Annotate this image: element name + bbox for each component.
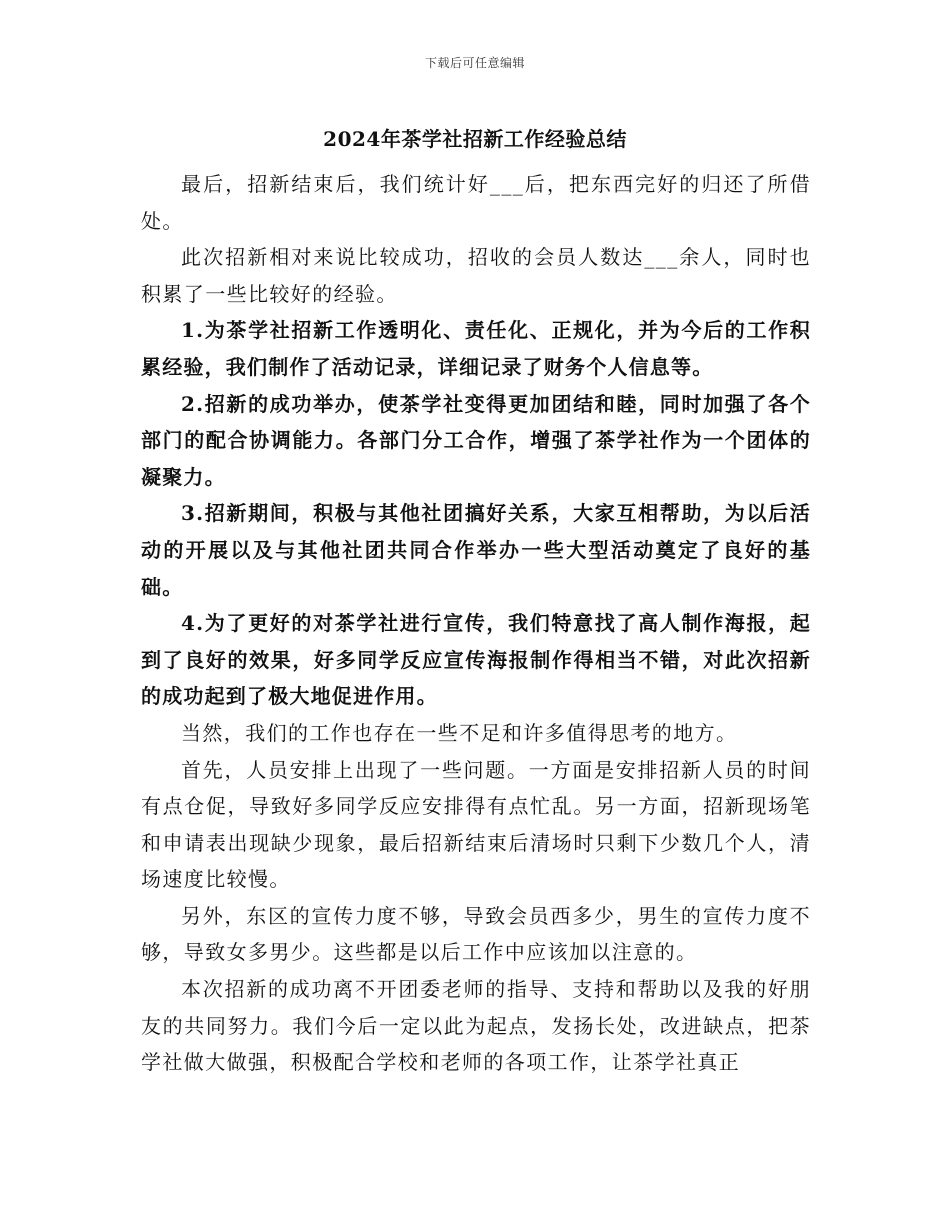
numbered-paragraph: 2.招新的成功举办，使茶学社变得更加团结和睦，同时加强了各个部门的配合协调能力。各部门分工合作，增强了茶学社作为一个团体的凝聚力。 bbox=[141, 391, 811, 489]
paragraph: 此次招新相对来说比较成功，招收的会员人数达___余人，同时也积累了一些比较好的经验。 bbox=[141, 245, 811, 306]
paragraph: 另外，东区的宣传力度不够，导致会员西多少，男生的宣传力度不够，导致女多男少。这些都是以后工作中应该加以注意的。 bbox=[141, 903, 811, 965]
paragraph: 本次招新的成功离不开团委老师的指导、支持和帮助以及我的好朋友的共同努力。我们今后一定以此为起点，发扬长处，改进缺点，把茶学社做大做强，积极配合学校和老师的各项工作，让茶学社真正 bbox=[141, 977, 811, 1075]
numbered-paragraph: 1.为茶学社招新工作透明化、责任化、正规化，并为今后的工作积累经验，我们制作了活动记录，详细记录了财务个人信息等。 bbox=[141, 318, 811, 379]
header-note: 下载后可任意编辑 bbox=[424, 56, 525, 70]
paragraph: 当然，我们的工作也存在一些不足和许多值得思考的地方。 bbox=[181, 720, 738, 745]
document-body bbox=[141, 166, 811, 1081]
numbered-paragraph: 4.为了更好的对茶学社进行宣传，我们特意找了高人制作海报，起到了良好的效果，好多同学反应宣传海报制作得相当不错，对此次招新的成功起到了极大地促进作用。 bbox=[141, 611, 811, 709]
paragraph: 首先，人员安排上出现了一些问题。一方面是安排招新人员的时间有点仓促，导致好多同学反应安排得有点忙乱。另一方面，招新现场笔和申请表出现缺少现象，最后招新结束后清场时只剩下少数几个人，清场速度比较慢。 bbox=[141, 757, 811, 892]
paragraph: 最后，招新结束后，我们统计好___后，把东西完好的归还了所借处。 bbox=[141, 172, 811, 233]
document-title: 2024年茶学社招新工作经验总结 bbox=[323, 127, 627, 151]
numbered-paragraph: 3.招新期间，积极与其他社团搞好关系，大家互相帮助，为以后活动的开展以及与其他社团共同合作举办一些大型活动奠定了良好的基础。 bbox=[141, 501, 811, 599]
